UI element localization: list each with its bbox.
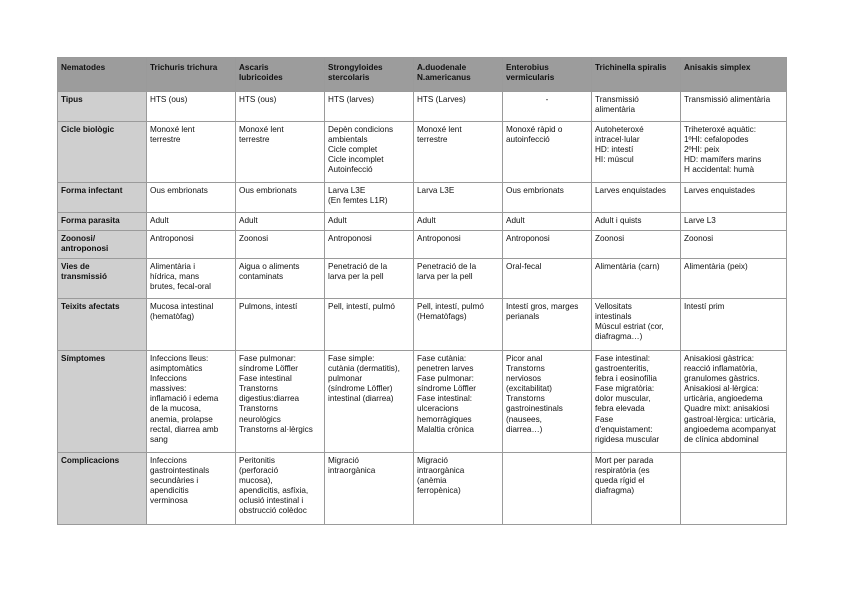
table-cell: Zoonosi: [681, 231, 787, 259]
table-cell: Larves enquistades: [681, 183, 787, 213]
table-cell: [503, 453, 592, 525]
table-cell: Anisakiosi gàstrica: reacció inflamatòria, granulomes gàstrics. Anisakiosi al·lèrgica: urticària, angioedema Quadre mixt: anisakiosi gastroal·lèrgica: urticària, angioedema acompanyat de clínica abdominal: [681, 351, 787, 453]
row-label: Cicle biològic: [58, 122, 147, 183]
header-cell: Strongyloides stercolaris: [325, 58, 414, 92]
table-cell: Picor anal Transtorns nerviosos (excitabilitat) Transtorns gastroinestinals (nausees, diarrea…): [503, 351, 592, 453]
table-cell: Aigua o aliments contaminats: [236, 259, 325, 299]
table-cell: Ous embrionats: [147, 183, 236, 213]
table-cell: Pell, intestí, pulmó (Hematòfags): [414, 299, 503, 351]
table-cell: Larva L3E (En femtes L1R): [325, 183, 414, 213]
row-label: Zoonosi/ antroponosi: [58, 231, 147, 259]
table-cell: Antroponosi: [325, 231, 414, 259]
table-cell: Larve L3: [681, 213, 787, 231]
table-row: [58, 453, 787, 525]
table-cell: Zoonosi: [236, 231, 325, 259]
table-row: [58, 92, 787, 122]
table-row: [58, 122, 787, 183]
table-cell: Ous embrionats: [503, 183, 592, 213]
header-cell: A.duodenale N.americanus: [414, 58, 503, 92]
table-cell: Monoxé lent terrestre: [236, 122, 325, 183]
table-cell: Mucosa intestinal (hematòfag): [147, 299, 236, 351]
table-row: [58, 183, 787, 213]
row-label: Símptomes: [58, 351, 147, 453]
table-cell: Infeccions lleus: asimptomàtics Infeccions massives: inflamació i edema de la mucosa, anemia, prolapse rectal, diarrea amb sang: [147, 351, 236, 453]
table-cell: Adult i quists: [592, 213, 681, 231]
table-row: [58, 213, 787, 231]
table-row: [58, 299, 787, 351]
table-cell: Alimentària i hídrica, mans brutes, fecal-oral: [147, 259, 236, 299]
table-cell: Penetració de la larva per la pell: [414, 259, 503, 299]
table-cell: HTS (ous): [147, 92, 236, 122]
table-cell: Fase simple: cutània (dermatitis), pulmonar (síndrome Löffler) intestinal (diarrea): [325, 351, 414, 453]
table-cell: Zoonosi: [592, 231, 681, 259]
table-cell: Monoxé ràpid o autoinfecció: [503, 122, 592, 183]
table-cell: Intestí gros, marges perianals: [503, 299, 592, 351]
table-row: [58, 351, 787, 453]
table-cell: Alimentària (peix): [681, 259, 787, 299]
table-cell: Transmissió alimentària: [681, 92, 787, 122]
table-cell: Alimentària (carn): [592, 259, 681, 299]
table-cell: Larva L3E: [414, 183, 503, 213]
table-cell: Autoheteroxé intracel·lular HD: intestí HI: múscul: [592, 122, 681, 183]
table-cell: Adult: [503, 213, 592, 231]
row-label: Teixits afectats: [58, 299, 147, 351]
table-cell: [681, 453, 787, 525]
table-cell: Adult: [414, 213, 503, 231]
table-cell: Fase pulmonar: síndrome Löffler Fase intestinal Transtorns digestius:diarrea Transtorns neurològics Transtorns al·lèrgics: [236, 351, 325, 453]
table-cell: Mort per parada respiratòria (es queda rígid el diafragma): [592, 453, 681, 525]
table-cell: Fase cutània: penetren larves Fase pulmonar: síndrome Löffler Fase intestinal: ulceracions hemorràgiques Malaltia crònica: [414, 351, 503, 453]
table-cell: Adult: [236, 213, 325, 231]
table-cell: Monoxé lent terrestre: [414, 122, 503, 183]
table-cell: Antroponosi: [147, 231, 236, 259]
table-cell: Monoxé lent terrestre: [147, 122, 236, 183]
table-cell: HTS (larves): [325, 92, 414, 122]
header-row: [58, 58, 787, 92]
table-cell: HTS (ous): [236, 92, 325, 122]
table-row: [58, 259, 787, 299]
table-cell: Migració intraorgànica (anèmia ferropènica): [414, 453, 503, 525]
row-label: Forma infectant: [58, 183, 147, 213]
table-cell: Vellositats intestinals Múscul estriat (cor, diafragma…): [592, 299, 681, 351]
table-cell: Transmissió alimentària: [592, 92, 681, 122]
table-cell: -: [503, 92, 592, 122]
table-row: [58, 231, 787, 259]
table-cell: Migració intraorgànica: [325, 453, 414, 525]
table-cell: Intestí prim: [681, 299, 787, 351]
table-cell: Pulmons, intestí: [236, 299, 325, 351]
header-cell: Ascaris lubricoides: [236, 58, 325, 92]
table-cell: Pell, intestí, pulmó: [325, 299, 414, 351]
header-cell: Trichuris trichura: [147, 58, 236, 92]
table-cell: Adult: [147, 213, 236, 231]
table-cell: Oral-fecal: [503, 259, 592, 299]
table-cell: Antroponosi: [414, 231, 503, 259]
table-cell: Adult: [325, 213, 414, 231]
table-cell: Triheteroxé aquàtic: 1ºHI: cefalopodes 2ºHI: peix HD: mamífers marins H accidental: humà: [681, 122, 787, 183]
table-cell: Ous embrionats: [236, 183, 325, 213]
table-cell: Larves enquistades: [592, 183, 681, 213]
row-label: Vies de transmissió: [58, 259, 147, 299]
table-cell: Peritonitis (perforació mucosa), apendicitis, asfíxia, oclusió intestinal i obstrucció colèdoc: [236, 453, 325, 525]
header-cell: Trichinella spiralis: [592, 58, 681, 92]
row-label: Forma parasita: [58, 213, 147, 231]
table-cell: Penetració de la larva per la pell: [325, 259, 414, 299]
table-cell: Depèn condicions ambientals Cicle complet Cicle incomplet Autoinfecció: [325, 122, 414, 183]
row-label: Tipus: [58, 92, 147, 122]
header-cell: Anisakis simplex: [681, 58, 787, 92]
nematodes-table: [57, 57, 787, 525]
table-cell: HTS (Larves): [414, 92, 503, 122]
header-cell: Nematodes: [58, 58, 147, 92]
table-cell: Fase intestinal: gastroenteritis, febra i eosinofília Fase migratòria: dolor muscular, febra elevada Fase d'enquistament: rigidesa muscular: [592, 351, 681, 453]
table-cell: Antroponosi: [503, 231, 592, 259]
table-cell: Infeccions gastrointestinals secundàries i apendicitis verminosa: [147, 453, 236, 525]
row-label: Complicacions: [58, 453, 147, 525]
header-cell: Enterobius vermicularis: [503, 58, 592, 92]
